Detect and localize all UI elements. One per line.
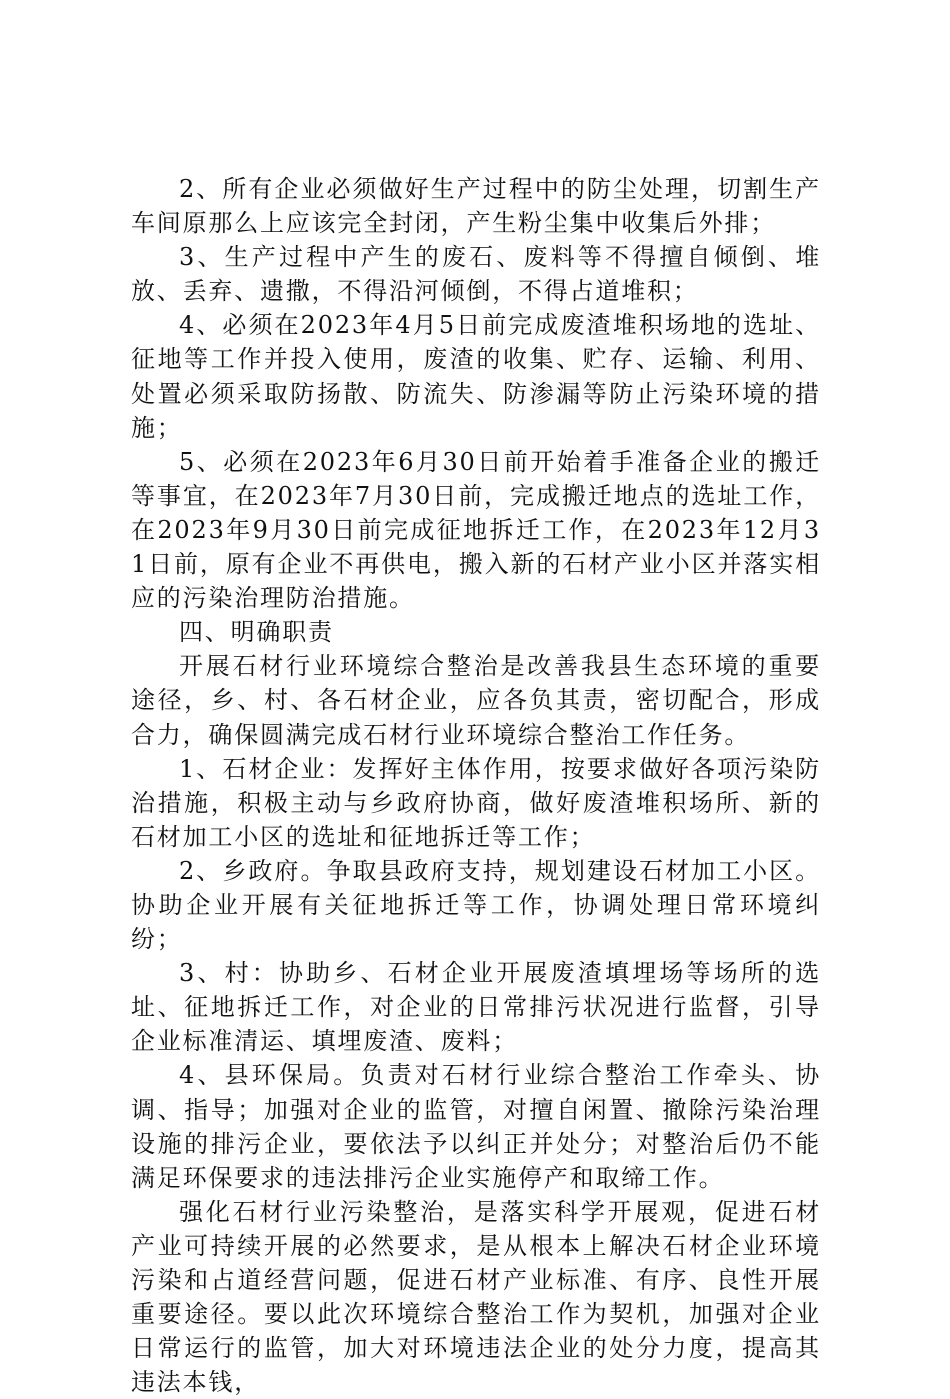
paragraph-county-environmental-bureau: 4、县环保局。负责对石材行业综合整治工作牵头、协调、指导；加强对企业的监管，对擅自闲置、撤除污染治理设施的排污企业，要依法予以纠正并处分；对整治后仍不能满足环保要求的违法排污企业实施停产和取缔工作。 [131,1061,821,1192]
paragraph-item-4: 4、必须在2023年4月5日前完成废渣堆积场地的选址、征地等工作并投入使用，废渣的收集、贮存、运输、利用、处置必须采取防扬散、防流失、防渗漏等防止污染环境的措施； [131,311,821,442]
section-heading-responsibilities: 四、明确职责 [179,618,334,647]
paragraph-item-2: 2、所有企业必须做好生产过程中的防尘处理，切割生产车间原那么上应该完全封闭，产生粉尘集中收集后外排； [131,175,821,238]
paragraph-stone-enterprises: 1、石材企业：发挥好主体作用，按要求做好各项污染防治措施，积极主动与乡政府协商，做好废渣堆积场所、新的石材加工小区的选址和征地拆迁等工作； [131,754,821,851]
paragraph-strengthen-remediation: 强化石材行业污染整治，是落实科学开展观，促进石材产业可持续开展的必然要求，是从根本上解决石材企业环境污染和占道经营问题，促进石材产业标准、有序、良性开展重要途径。要以此次环境综合整治工作为契机，加强对企业日常运行的监管，加大对环境违法企业的处分力度，提高其违法本钱， [131,1197,821,1397]
paragraph-township-government: 2、乡政府。争取县政府支持，规划建设石材加工小区。协助企业开展有关征地拆迁等工作，协调处理日常环境纠纷； [131,856,821,954]
paragraph-item-3: 3、生产过程中产生的废石、废料等不得擅自倾倒、堆放、丢弃、遗撒，不得沿河倾倒，不得占道堆积； [131,243,821,306]
paragraph-intro-responsibilities: 开展石材行业环境综合整治是改善我县生态环境的重要途径，乡、村、各石材企业，应各负其责，密切配合，形成合力，确保圆满完成石材行业环境综合整治工作任务。 [131,652,821,749]
paragraph-item-5: 5、必须在2023年6月30日前开始着手准备企业的搬迁等事宜，在2023年7月30日前，完成搬迁地点的选址工作，在2023年9月30日前完成征地拆迁工作，在2023年12月31日前，原有企业不再供电，搬入新的石材产业小区并落实相应的污染治理防治措施。 [131,447,821,613]
document-body [131,172,821,1399]
paragraph-village: 3、村：协助乡、石材企业开展废渣填埋场等场所的选址、征地拆迁工作，对企业的日常排污状况进行监督，引导企业标准清运、填埋废渣、废料； [131,959,821,1056]
